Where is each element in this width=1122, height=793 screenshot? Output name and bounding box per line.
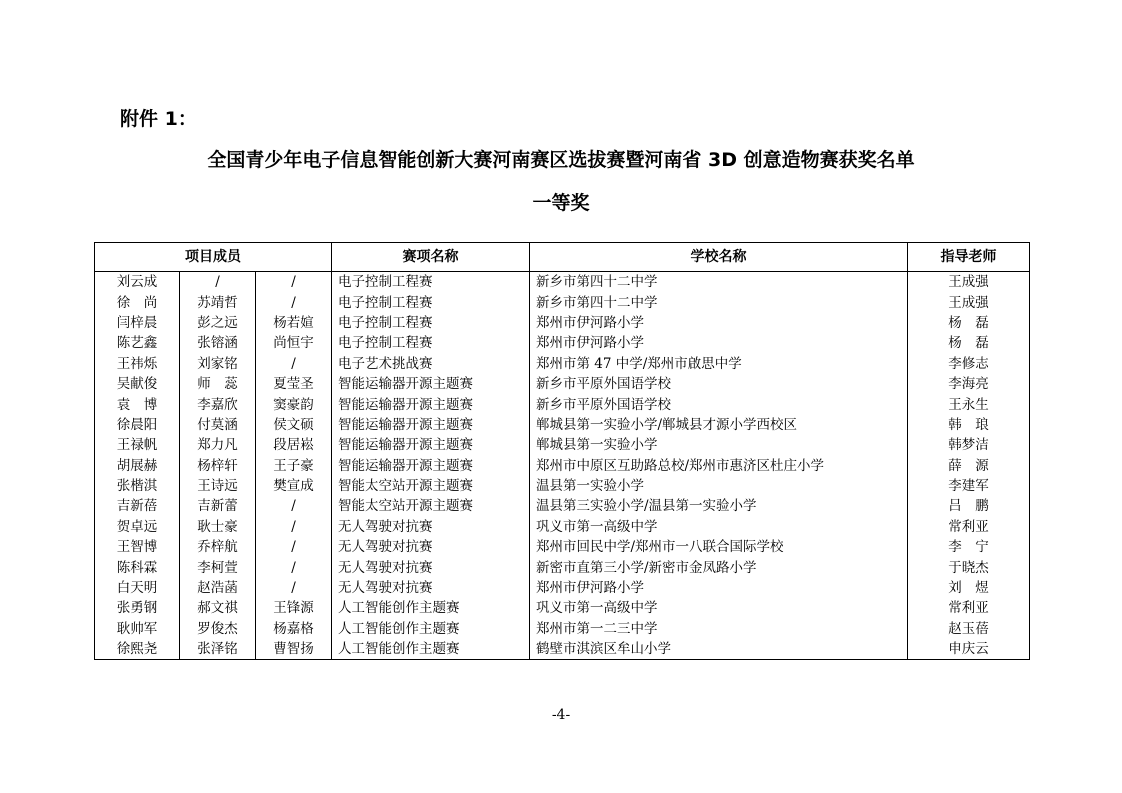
member-3-cell: 杨若媗 xyxy=(256,313,332,333)
event-cell: 无人驾驶对抗赛 xyxy=(332,517,530,537)
member-1-cell: 王祎烁 xyxy=(95,354,180,374)
table-row xyxy=(95,578,1030,598)
teacher-cell: 薛 源 xyxy=(908,456,1030,476)
award-level-heading: 一等奖 xyxy=(532,192,590,214)
table-row xyxy=(95,557,1030,577)
member-2-cell: 耿士豪 xyxy=(180,517,256,537)
member-2-cell: 苏靖哲 xyxy=(180,292,256,312)
header-teacher: 指导老师 xyxy=(908,243,1030,272)
member-3-cell: 尚恒宇 xyxy=(256,333,332,353)
member-1-cell: 闫梓晨 xyxy=(95,313,180,333)
event-cell: 电子控制工程赛 xyxy=(332,313,530,333)
table-row xyxy=(95,537,1030,557)
school-cell: 新乡市第四十二中学 xyxy=(530,292,908,312)
school-cell: 郑州市中原区互助路总校/郑州市惠济区杜庄小学 xyxy=(530,456,908,476)
school-cell: 巩义市第一高级中学 xyxy=(530,598,908,618)
member-3-cell: / xyxy=(256,272,332,293)
page-number: -4- xyxy=(551,707,571,723)
teacher-cell: 王成强 xyxy=(908,272,1030,293)
member-2-cell: 师 蕊 xyxy=(180,374,256,394)
member-2-cell: 李嘉欣 xyxy=(180,394,256,414)
event-cell: 智能运输器开源主题赛 xyxy=(332,415,530,435)
teacher-cell: 李建军 xyxy=(908,476,1030,496)
event-cell: 电子控制工程赛 xyxy=(332,333,530,353)
member-2-cell: 吉新蕾 xyxy=(180,496,256,516)
member-2-cell: 彭之远 xyxy=(180,313,256,333)
teacher-cell: 杨 磊 xyxy=(908,313,1030,333)
event-cell: 电子控制工程赛 xyxy=(332,272,530,293)
member-2-cell: 张镕涵 xyxy=(180,333,256,353)
member-3-cell: 杨嘉格 xyxy=(256,619,332,639)
table-row xyxy=(95,456,1030,476)
school-cell: 郑州市第一二三中学 xyxy=(530,619,908,639)
table-row xyxy=(95,619,1030,639)
teacher-cell: 杨 磊 xyxy=(908,333,1030,353)
school-cell: 郑州市伊河路小学 xyxy=(530,333,908,353)
member-2-cell: 刘家铭 xyxy=(180,354,256,374)
member-2-cell: 乔梓航 xyxy=(180,537,256,557)
teacher-cell: 常利亚 xyxy=(908,598,1030,618)
member-1-cell: 吴献俊 xyxy=(95,374,180,394)
member-1-cell: 白天明 xyxy=(95,578,180,598)
table-row xyxy=(95,374,1030,394)
member-3-cell: / xyxy=(256,517,332,537)
event-cell: 人工智能创作主题赛 xyxy=(332,619,530,639)
school-cell: 郑州市伊河路小学 xyxy=(530,578,908,598)
teacher-cell: 赵玉蓓 xyxy=(908,619,1030,639)
event-cell: 智能运输器开源主题赛 xyxy=(332,456,530,476)
member-1-cell: 吉新蓓 xyxy=(95,496,180,516)
member-3-cell: 侯文硕 xyxy=(256,415,332,435)
table-header-row xyxy=(95,243,1030,272)
table-row xyxy=(95,272,1030,293)
document-title: 全国青少年电子信息智能创新大赛河南赛区选拔赛暨河南省 3D 创意造物赛获奖名单 xyxy=(207,149,915,171)
school-cell: 郑州市伊河路小学 xyxy=(530,313,908,333)
member-1-cell: 王禄帆 xyxy=(95,435,180,455)
member-2-cell: 杨梓轩 xyxy=(180,456,256,476)
member-3-cell: / xyxy=(256,557,332,577)
member-2-cell: 郑力凡 xyxy=(180,435,256,455)
school-cell: 郸城县第一实验小学/郸城县才源小学西校区 xyxy=(530,415,908,435)
event-cell: 无人驾驶对抗赛 xyxy=(332,578,530,598)
awards-table xyxy=(94,242,1030,660)
table-row xyxy=(95,435,1030,455)
member-3-cell: 夏莹圣 xyxy=(256,374,332,394)
table-row xyxy=(95,354,1030,374)
table-row xyxy=(95,415,1030,435)
member-3-cell: / xyxy=(256,578,332,598)
member-2-cell: 李柯萱 xyxy=(180,557,256,577)
school-cell: 鹤壁市淇滨区牟山小学 xyxy=(530,639,908,660)
event-cell: 智能太空站开源主题赛 xyxy=(332,496,530,516)
member-2-cell: / xyxy=(180,272,256,293)
event-cell: 无人驾驶对抗赛 xyxy=(332,537,530,557)
member-3-cell: 窦豪韵 xyxy=(256,394,332,414)
member-1-cell: 陈艺鑫 xyxy=(95,333,180,353)
member-1-cell: 张楷淇 xyxy=(95,476,180,496)
member-3-cell: 曹智扬 xyxy=(256,639,332,660)
school-cell: 郑州市回民中学/郑州市一八联合国际学校 xyxy=(530,537,908,557)
header-event: 赛项名称 xyxy=(332,243,530,272)
teacher-cell: 李修志 xyxy=(908,354,1030,374)
school-cell: 新乡市平原外国语学校 xyxy=(530,394,908,414)
member-3-cell: 王锋源 xyxy=(256,598,332,618)
teacher-cell: 韩 琅 xyxy=(908,415,1030,435)
member-1-cell: 贺卓远 xyxy=(95,517,180,537)
member-2-cell: 郝文祺 xyxy=(180,598,256,618)
table-row xyxy=(95,517,1030,537)
header-school: 学校名称 xyxy=(530,243,908,272)
member-1-cell: 徐 尚 xyxy=(95,292,180,312)
member-1-cell: 陈科霖 xyxy=(95,557,180,577)
member-2-cell: 张泽铭 xyxy=(180,639,256,660)
member-1-cell: 刘云成 xyxy=(95,272,180,293)
table-row xyxy=(95,476,1030,496)
event-cell: 人工智能创作主题赛 xyxy=(332,598,530,618)
member-1-cell: 袁 博 xyxy=(95,394,180,414)
member-3-cell: / xyxy=(256,292,332,312)
teacher-cell: 王永生 xyxy=(908,394,1030,414)
member-3-cell: 樊宣成 xyxy=(256,476,332,496)
teacher-cell: 王成强 xyxy=(908,292,1030,312)
table-row xyxy=(95,496,1030,516)
teacher-cell: 刘 煜 xyxy=(908,578,1030,598)
event-cell: 智能运输器开源主题赛 xyxy=(332,435,530,455)
member-3-cell: 王子豪 xyxy=(256,456,332,476)
school-cell: 新密市直第三小学/新密市金凤路小学 xyxy=(530,557,908,577)
member-3-cell: 段居崧 xyxy=(256,435,332,455)
header-members: 项目成员 xyxy=(95,243,332,272)
school-cell: 巩义市第一高级中学 xyxy=(530,517,908,537)
teacher-cell: 韩梦洁 xyxy=(908,435,1030,455)
member-2-cell: 罗俊杰 xyxy=(180,619,256,639)
member-2-cell: 付莫涵 xyxy=(180,415,256,435)
event-cell: 智能运输器开源主题赛 xyxy=(332,394,530,414)
member-3-cell: / xyxy=(256,496,332,516)
table-row xyxy=(95,639,1030,660)
event-cell: 人工智能创作主题赛 xyxy=(332,639,530,660)
member-1-cell: 耿帅军 xyxy=(95,619,180,639)
school-cell: 郸城县第一实验小学 xyxy=(530,435,908,455)
school-cell: 新乡市平原外国语学校 xyxy=(530,374,908,394)
teacher-cell: 于晓杰 xyxy=(908,557,1030,577)
teacher-cell: 李海亮 xyxy=(908,374,1030,394)
member-1-cell: 王智博 xyxy=(95,537,180,557)
teacher-cell: 吕 鹏 xyxy=(908,496,1030,516)
event-cell: 智能太空站开源主题赛 xyxy=(332,476,530,496)
school-cell: 新乡市第四十二中学 xyxy=(530,272,908,293)
member-1-cell: 张勇钢 xyxy=(95,598,180,618)
teacher-cell: 常利亚 xyxy=(908,517,1030,537)
teacher-cell: 申庆云 xyxy=(908,639,1030,660)
attachment-label: 附件 1： xyxy=(120,108,197,130)
table-row xyxy=(95,313,1030,333)
table-row xyxy=(95,333,1030,353)
member-3-cell: / xyxy=(256,354,332,374)
event-cell: 电子控制工程赛 xyxy=(332,292,530,312)
table-row xyxy=(95,598,1030,618)
event-cell: 无人驾驶对抗赛 xyxy=(332,557,530,577)
member-2-cell: 王诗远 xyxy=(180,476,256,496)
table-row xyxy=(95,292,1030,312)
member-2-cell: 赵浩菡 xyxy=(180,578,256,598)
member-1-cell: 徐熙尧 xyxy=(95,639,180,660)
table-row xyxy=(95,394,1030,414)
teacher-cell: 李 宁 xyxy=(908,537,1030,557)
event-cell: 电子艺术挑战赛 xyxy=(332,354,530,374)
member-1-cell: 胡展赫 xyxy=(95,456,180,476)
member-1-cell: 徐晨阳 xyxy=(95,415,180,435)
event-cell: 智能运输器开源主题赛 xyxy=(332,374,530,394)
school-cell: 郑州市第 47 中学/郑州市啟思中学 xyxy=(530,354,908,374)
member-3-cell: / xyxy=(256,537,332,557)
school-cell: 温县第三实验小学/温县第一实验小学 xyxy=(530,496,908,516)
school-cell: 温县第一实验小学 xyxy=(530,476,908,496)
